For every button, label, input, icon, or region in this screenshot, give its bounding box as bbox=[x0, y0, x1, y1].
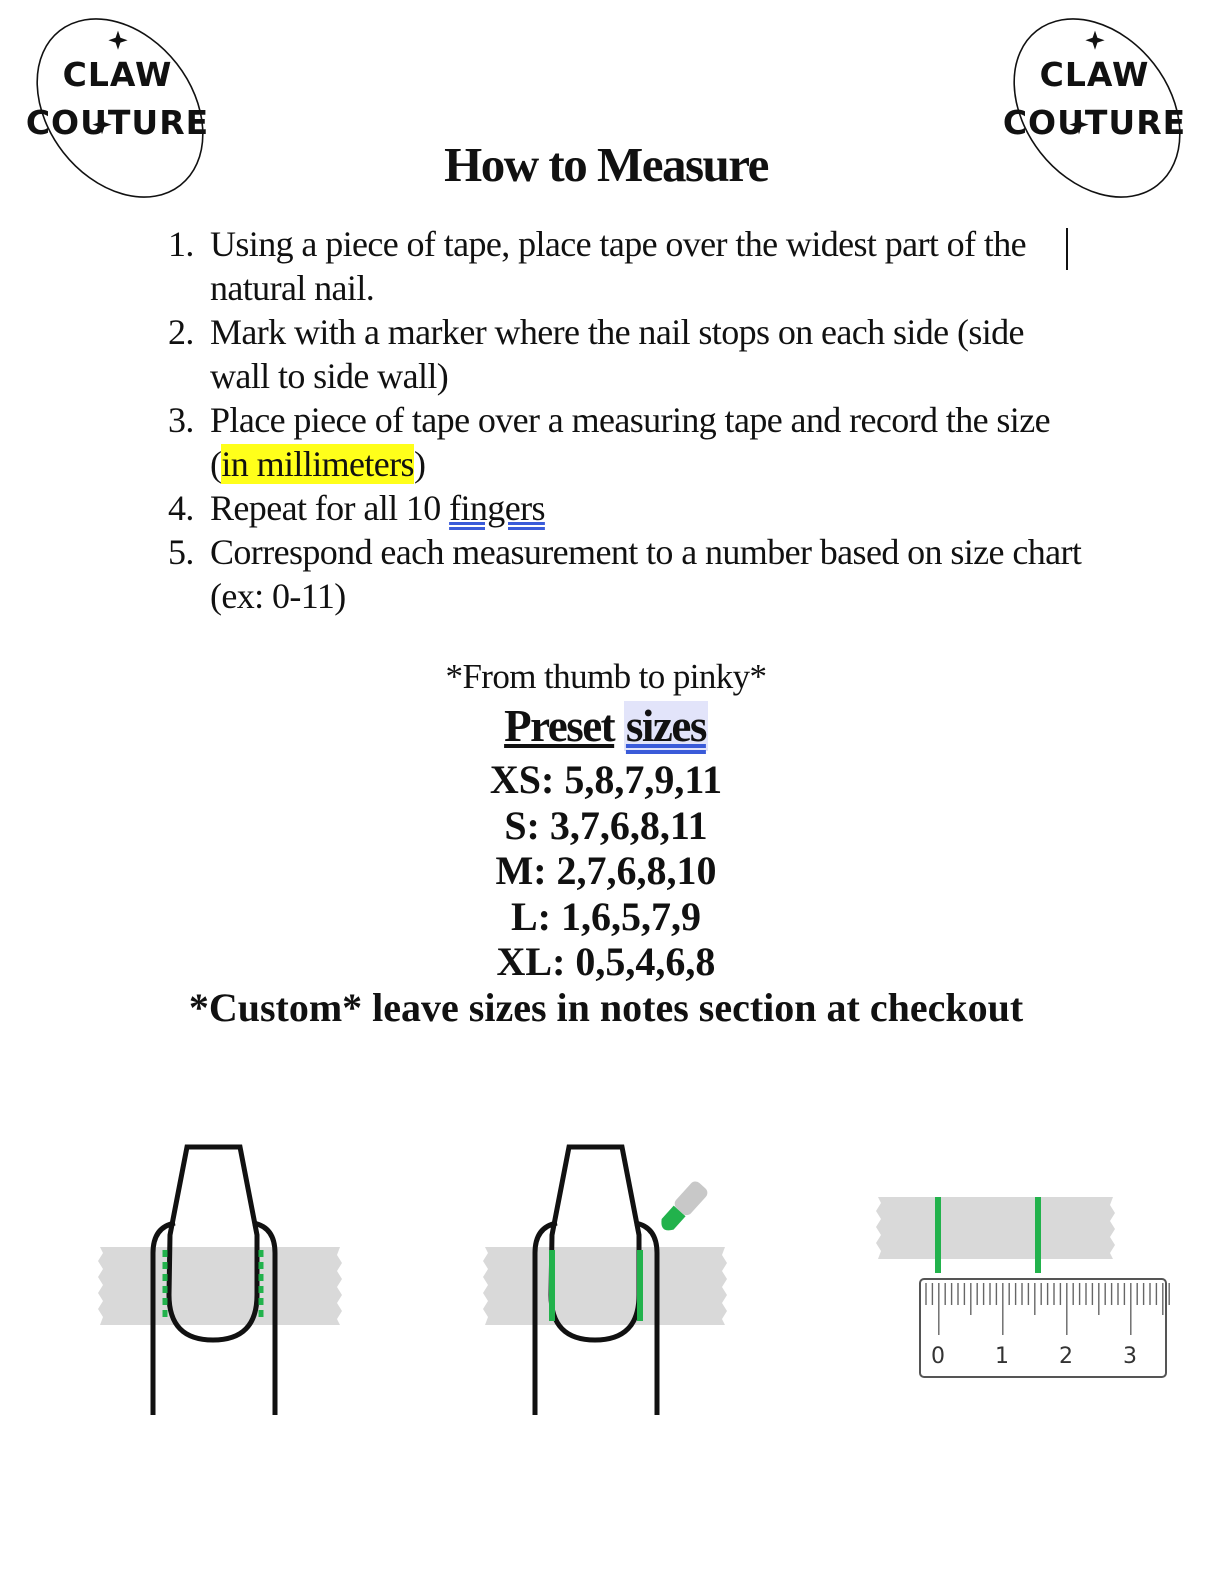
step-number: 3. bbox=[168, 400, 194, 440]
step-number: 4. bbox=[168, 488, 194, 528]
step-item bbox=[168, 530, 1088, 618]
highlighted-text: in millimeters bbox=[221, 444, 414, 484]
step-text: Mark with a marker where the nail stops on each side (side wall to side wall) bbox=[210, 312, 1024, 396]
heading-word-sizes: sizes bbox=[625, 701, 706, 751]
custom-size-note: *Custom* leave sizes in notes section at checkout bbox=[188, 984, 1024, 1030]
ruler-measure-illustration bbox=[868, 1175, 1178, 1385]
step-text: Repeat for all 10 bbox=[210, 488, 450, 528]
step-text: Using a piece of tape, place tape over the widest part of the natural nail. bbox=[210, 224, 1027, 308]
step-item bbox=[168, 310, 1088, 398]
size-line-xs: XS: 5,8,7,9,11 bbox=[489, 757, 723, 802]
step-item bbox=[168, 222, 1088, 310]
page-title: How to Measure bbox=[444, 137, 768, 192]
marker-icon bbox=[656, 1179, 710, 1235]
logo-text-couture: COUTURE bbox=[25, 103, 210, 142]
heading-word-preset: Preset bbox=[504, 701, 615, 751]
step-item bbox=[168, 398, 1088, 486]
preset-size-list bbox=[0, 757, 1212, 1030]
step-number: 1. bbox=[168, 224, 194, 264]
size-line-m: M: 2,7,6,8,10 bbox=[495, 848, 717, 893]
step-number: 2. bbox=[168, 312, 194, 352]
step-item bbox=[168, 486, 1088, 530]
logo-text-couture: COUTURE bbox=[1002, 103, 1187, 142]
finger-order-note: *From thumb to pinky* bbox=[445, 657, 767, 696]
step-text: Correspond each measurement to a number based on size chart (ex: 0-11) bbox=[210, 532, 1082, 616]
size-line-xl: XL: 0,5,4,6,8 bbox=[496, 939, 716, 984]
spellcheck-underlined-word: fingers bbox=[449, 488, 545, 528]
size-line-l: L: 1,6,5,7,9 bbox=[511, 893, 701, 939]
step-text: Place piece of tape over a measuring tape and record the size ( bbox=[210, 400, 1050, 484]
ruler-label: 1 bbox=[995, 1344, 1009, 1369]
ruler-label: 0 bbox=[931, 1344, 945, 1369]
step-number: 5. bbox=[168, 532, 194, 572]
size-line-s: S: 3,7,6,8,11 bbox=[504, 802, 708, 848]
text-cursor bbox=[1063, 228, 1068, 270]
nail-marker-illustration bbox=[480, 1135, 740, 1415]
ruler-label: 3 bbox=[1123, 1344, 1137, 1369]
instruction-list bbox=[168, 222, 1088, 618]
logo-text-claw: CLAW bbox=[1039, 55, 1150, 94]
ruler-label: 2 bbox=[1059, 1344, 1073, 1369]
logo-text-claw: CLAW bbox=[62, 55, 173, 94]
preset-sizes-heading bbox=[0, 700, 1212, 752]
text-cursor-bar bbox=[1066, 228, 1068, 270]
step-text-end: ) bbox=[413, 444, 426, 484]
nail-tape-illustration bbox=[95, 1135, 355, 1415]
